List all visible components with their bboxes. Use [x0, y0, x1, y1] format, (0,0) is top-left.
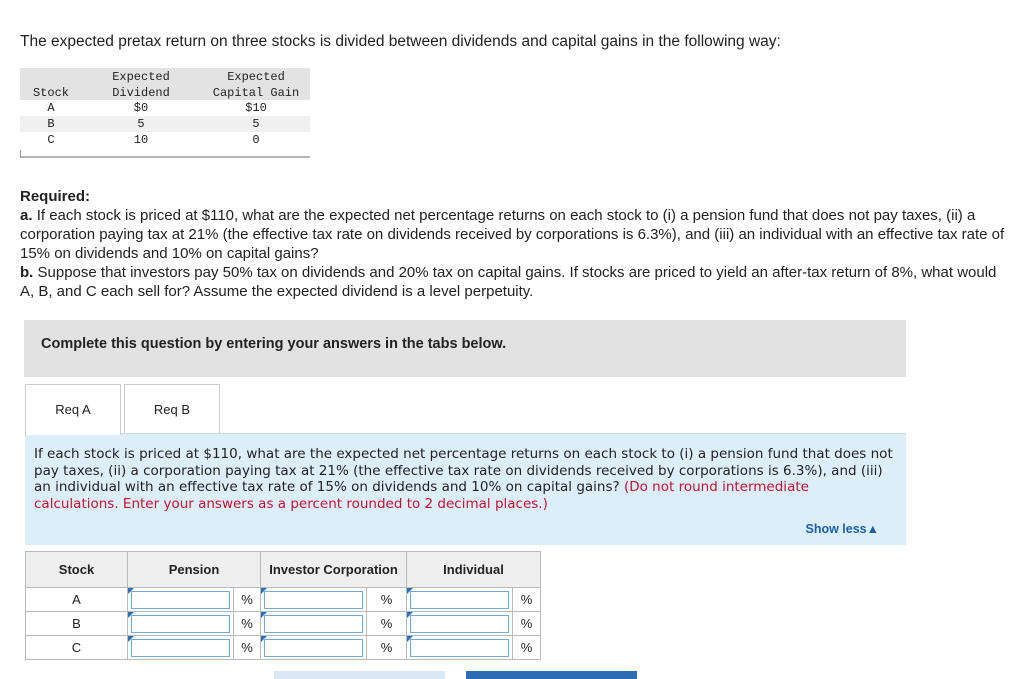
percent-sign: %	[367, 636, 407, 660]
part-b	[20, 263, 1010, 301]
part-b-text: Suppose that investors pay 50% tax on dividends and 20% tax on capital gains. If stocks are priced to yield an after-tax return of 8%, what would A, B, and C each sell for? Assume the expected dividend is a level perpetuity.	[20, 264, 997, 300]
individual-input-c[interactable]	[407, 636, 513, 660]
previous-tab-button[interactable]	[274, 671, 445, 679]
percent-sign: %	[234, 636, 261, 660]
instructions-banner	[24, 320, 906, 377]
stock-cell: B	[47, 117, 55, 131]
banner-text: Complete this question by entering your answers in the tabs below.	[41, 336, 507, 352]
percent-sign: %	[367, 588, 407, 612]
part-a	[20, 206, 1010, 263]
stock-label: C	[26, 636, 128, 660]
required-heading: Required:	[20, 188, 91, 205]
question-instruction: (Do not round intermediate calculations. Enter your answers as a percent rounded to 2 decimal places.)	[34, 479, 809, 512]
percent-sign: %	[367, 612, 407, 636]
percent-sign: %	[513, 636, 541, 660]
col-individual: Individual	[407, 552, 541, 588]
tab-req-b[interactable]: Req B	[124, 384, 220, 434]
required-section	[20, 187, 1010, 301]
stock-cell: C	[47, 133, 55, 147]
next-tab-button[interactable]	[466, 671, 637, 679]
pension-input-a[interactable]	[128, 588, 234, 612]
corp-input-c[interactable]	[261, 636, 367, 660]
part-a-text: If each stock is priced at $110, what are the expected net percentage returns on each stock to (i) a pension fund that does not pay taxes, (ii) a corporation paying tax at 21% (the effective tax rate on dividends received by corporations is 6.3%), and (iii) an individual with an effective tax rate of 15% on dividends and 10% on capital gains?	[20, 207, 1005, 262]
gain-cell: $10	[245, 101, 267, 115]
stock-label: A	[26, 588, 128, 612]
corp-input-a[interactable]	[261, 588, 367, 612]
header-dividend-line2: Dividend	[112, 86, 170, 100]
percent-sign: %	[234, 588, 261, 612]
dividend-cell: 10	[133, 133, 149, 147]
table-row	[20, 100, 310, 116]
col-stock: Stock	[26, 552, 128, 588]
col-pension: Pension	[128, 552, 261, 588]
answer-table-header	[26, 552, 541, 588]
percent-sign: %	[513, 588, 541, 612]
dividend-table-header	[20, 68, 310, 100]
stock-cell: A	[47, 101, 55, 115]
tab-req-a[interactable]: Req A	[25, 384, 121, 435]
header-stock: Stock	[32, 86, 69, 100]
dividend-table	[20, 68, 310, 158]
dividend-cell: 5	[137, 117, 145, 131]
pension-input-c[interactable]	[128, 636, 234, 660]
corp-input-b[interactable]	[261, 612, 367, 636]
pension-input-b[interactable]	[128, 612, 234, 636]
part-a-label: a.	[20, 207, 33, 224]
header-gain-line1: Expected	[227, 70, 285, 84]
col-investor-corporation: Investor Corporation	[261, 552, 407, 588]
question-body: If each stock is priced at $110, what are the expected net percentage returns on each stock to (i) a pension fund that does not pay taxes, (ii) a corporation paying tax at 21% (the effective tax rate on dividends received by corporations is 6.3%), and (iii) an individual with an effective tax rate of 15% on dividends and 10% on capital gains?	[34, 446, 893, 495]
table-row	[26, 636, 541, 660]
table-row	[20, 116, 310, 132]
percent-sign: %	[234, 612, 261, 636]
table-row	[26, 612, 541, 636]
percent-sign: %	[513, 612, 541, 636]
table-row	[20, 132, 310, 148]
header-gain-line2: Capital Gain	[212, 86, 300, 100]
question-panel	[25, 433, 906, 545]
question-text	[34, 446, 896, 512]
show-less-link[interactable]: Show less▲	[805, 522, 879, 536]
table-row	[26, 588, 541, 612]
part-b-label: b.	[20, 264, 34, 281]
header-dividend-line1: Expected	[112, 70, 170, 84]
gain-cell: 5	[252, 117, 260, 131]
dividend-cell: $0	[133, 101, 149, 115]
individual-input-b[interactable]	[407, 612, 513, 636]
individual-input-a[interactable]	[407, 588, 513, 612]
gain-cell: 0	[252, 133, 260, 147]
intro-text: The expected pretax return on three stocks is divided between dividends and capital gains in the following way:	[20, 33, 781, 50]
table-bottom-rule	[20, 148, 310, 158]
answer-table	[25, 551, 541, 660]
stock-label: B	[26, 612, 128, 636]
